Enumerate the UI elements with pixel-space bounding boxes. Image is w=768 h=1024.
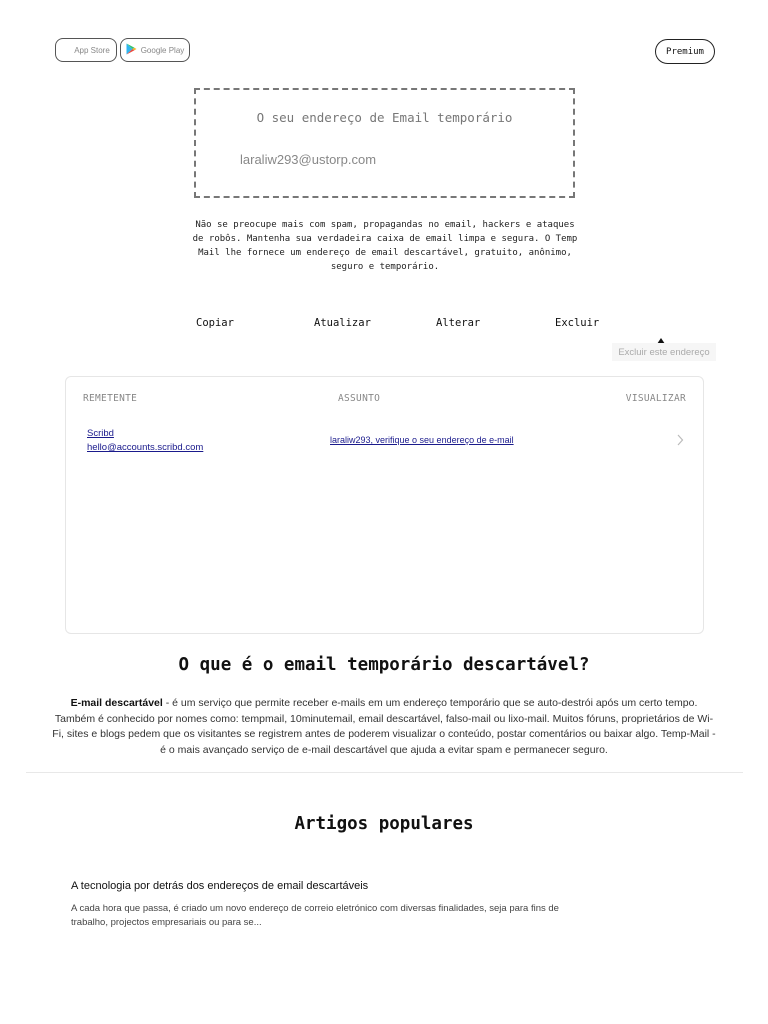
about-body	[52, 696, 716, 758]
delete-button[interactable]: Excluir	[555, 317, 600, 329]
google-play-label: Google Play	[140, 45, 185, 55]
about-title: O que é o email temporário descartável?	[178, 655, 590, 675]
inbox-panel	[65, 376, 704, 634]
email-box-title: O seu endereço de Email temporário	[256, 110, 513, 125]
mail-sender-name[interactable]: Scribd	[87, 428, 114, 439]
mail-row[interactable]	[66, 425, 703, 459]
delete-tooltip: Excluir este endereço	[612, 343, 716, 361]
section-divider	[26, 772, 743, 773]
change-button[interactable]: Alterar	[436, 317, 481, 329]
email-address-value[interactable]: laraliw293@ustorp.com	[240, 152, 377, 167]
article-excerpt: A cada hora que passa, é criado um novo endereço de correio eletrónico com diversas finalidades, seja para fins de trabalho, projectos empresariais ou para se...	[71, 903, 559, 928]
intro-text: Não se preocupe mais com spam, propagandas no email, hackers e ataques de robôs. Mantenha sua verdadeira caixa de email limpa e segura. O Temp Mail lhe fornece um endereço de email descartável, gratuito, anônimo, seguro e temporário.	[192, 220, 578, 272]
google-play-icon	[126, 43, 137, 57]
column-header-view: VISUALIZAR	[625, 393, 686, 404]
google-play-button[interactable]	[120, 38, 190, 62]
article-title-link[interactable]: A tecnologia por detrás dos endereços de email descartáveis	[71, 880, 369, 892]
copy-button[interactable]: Copiar	[196, 317, 234, 329]
about-lead: E-mail descartável	[70, 697, 163, 709]
email-address-box	[194, 88, 575, 198]
about-text: - é um serviço que permite receber e-mails em um endereço temporário que se auto-destrói após um certo tempo. Também é conhecido por nomes como: tempmail, 10minutemail, email descartável, falso-mail ou lixo-mail. Muitos fóruns, proprietários de Wi-Fi, sites e blogs pedem que os visitantes se registrem antes de poderem visualizar o conteúdo, postar comentários ou baixar algo. Temp-Mail - é o mais avançado serviço de e-mail descartável que ajuda a evitar spam e permanecer seguro.	[52, 697, 716, 756]
apple-icon	[62, 45, 70, 56]
mail-sender-email[interactable]: hello@accounts.scribd.com	[87, 442, 204, 453]
chevron-right-icon[interactable]	[676, 433, 684, 451]
articles-title: Artigos populares	[294, 814, 474, 834]
column-header-sender: REMETENTE	[83, 393, 138, 404]
premium-button[interactable]: Premium	[655, 39, 715, 64]
column-header-subject: ASSUNTO	[338, 393, 381, 404]
app-store-button[interactable]	[55, 38, 117, 62]
app-store-label: App Store	[74, 45, 110, 55]
mail-subject[interactable]: laraliw293, verifique o seu endereço de e-mail	[330, 435, 514, 445]
refresh-button[interactable]: Atualizar	[314, 317, 371, 329]
